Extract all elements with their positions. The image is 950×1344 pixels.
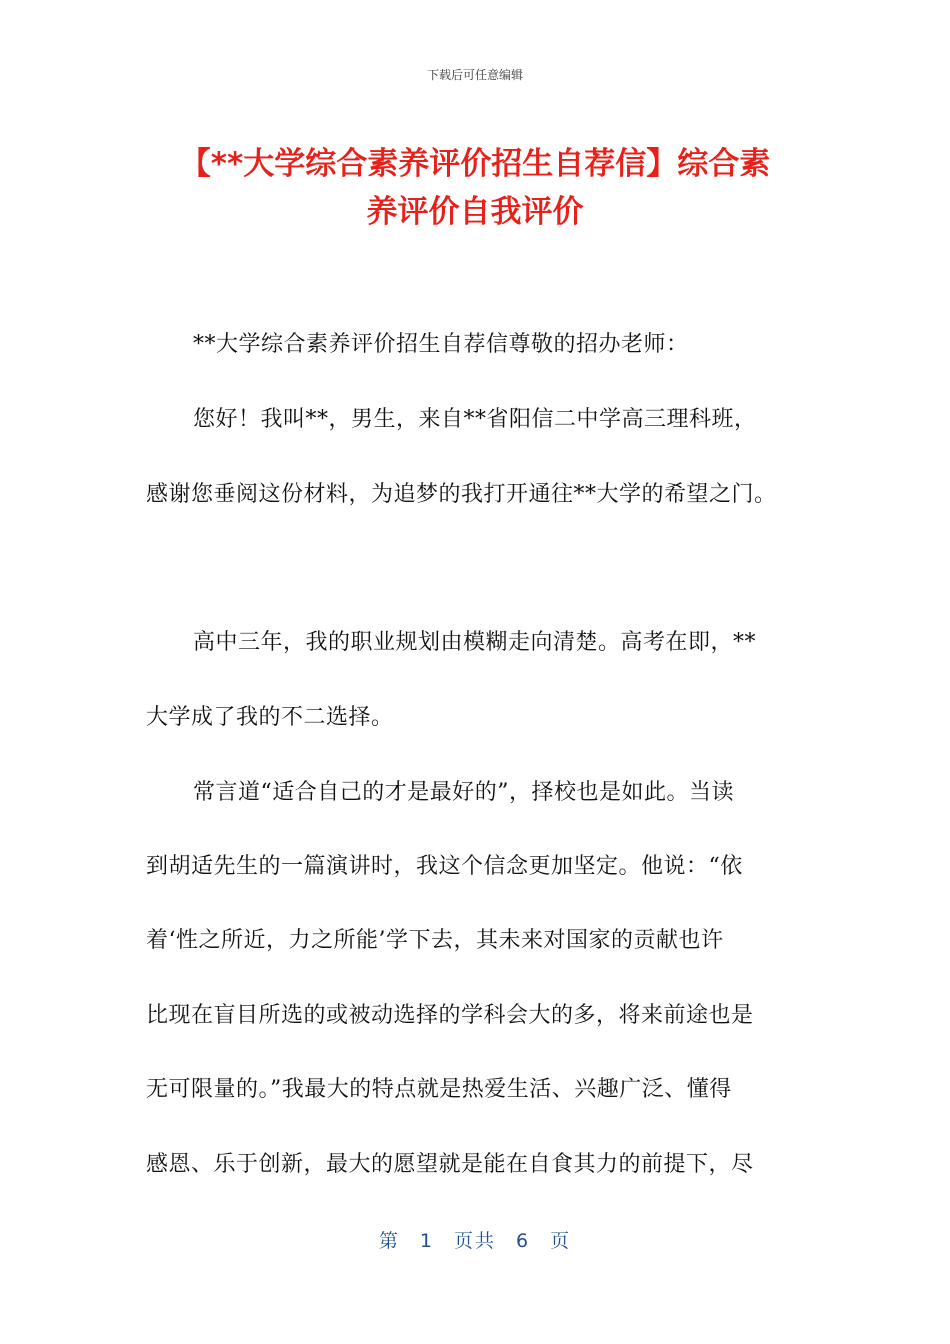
body-line: 高中三年，我的职业规划由模糊走向清楚。高考在即，** [193,630,757,655]
body-line: 到胡适先生的一篇演讲时，我这个信念更加坚定。他说：“依 [146,854,743,879]
body-line: 大学成了我的不二选择。 [146,705,394,730]
body-line: 着‘性之所近，力之所能’学下去，其未来对国家的贡献也许 [146,928,724,953]
body-line: 感谢您垂阅这份材料，为追梦的我打开通往**大学的希望之门。 [146,482,777,507]
footer-page-number: 1 [419,1230,434,1252]
title-line-2: 养评价自我评价 [366,194,584,230]
document-title [145,140,805,236]
footer-middle: 页共 [453,1230,496,1252]
body-line: 比现在盲目所选的或被动选择的学科会大的多，将来前途也是 [146,1003,754,1028]
page-footer [0,1226,950,1253]
body-line: 常言道“适合自己的才是最好的”，择校也是如此。当读 [193,780,734,805]
body-line: 感恩、乐于创新，最大的愿望就是能在自食其力的前提下，尽 [146,1152,754,1177]
footer-suffix: 页 [550,1230,572,1252]
footer-prefix: 第 [378,1230,400,1252]
body-line: 无可限量的。”我最大的特点就是热爱生活、兴趣广泛、懂得 [146,1077,732,1102]
salutation-line: **大学综合素养评价招生自荐信尊敬的招办老师： [193,332,689,357]
header-note: 下载后可任意编辑 [426,68,523,82]
body-line: 您好！我叫**，男生，来自**省阳信二中学高三理科班， [193,407,757,432]
title-line-1: 【**大学综合素养评价招生自荐信】综合素 [179,146,771,182]
footer-total-pages: 6 [516,1230,531,1252]
